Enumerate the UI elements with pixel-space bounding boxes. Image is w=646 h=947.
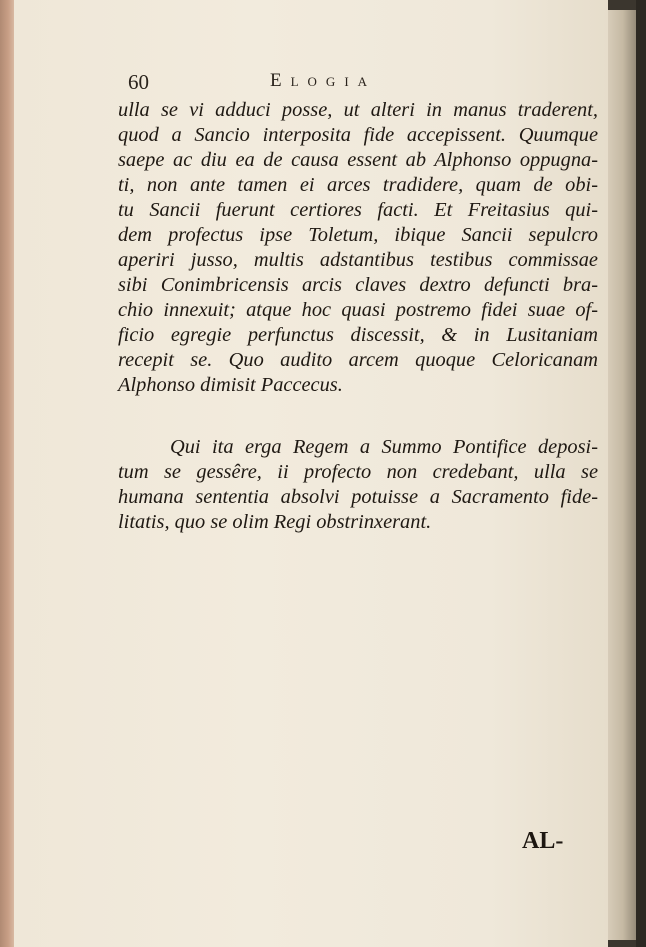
- body-text: [118, 98, 598, 535]
- facing-page-edge: [608, 10, 638, 940]
- paragraph-1: [118, 98, 598, 398]
- text-line: recepit se. Quo audito arcem quoque Celoricanam: [118, 349, 598, 371]
- running-head: Elogia: [270, 70, 377, 91]
- text-line: ficio egregie perfunctus discessit, & in Lusitaniam: [118, 324, 598, 346]
- text-line: ti, non ante tamen ei arces tradidere, quam de obi-: [118, 174, 598, 196]
- text-line: ulla se vi adduci posse, ut alteri in manus traderent,: [118, 99, 598, 121]
- text-line: chio innexuit; atque hoc quasi postremo fidei suae of-: [118, 299, 598, 321]
- text-line: saepe ac diu ea de causa essent ab Alphonso oppugna-: [118, 149, 598, 171]
- text-line: humana sententia absolvi potuisse a Sacramento fide-: [118, 486, 598, 508]
- paragraph-2: [118, 435, 598, 535]
- text-line: litatis, quo se olim Regi obstrinxerant.: [118, 511, 432, 533]
- text-line: sibi Conimbricensis arcis claves dextro defuncti bra-: [118, 274, 598, 296]
- text-line: tum se gessêre, ii profecto non credebant, ulla se: [118, 461, 598, 483]
- text-line: tu Sancii fuerunt certiores facti. Et Freitasius qui-: [118, 199, 598, 221]
- text-line: aperiri jusso, multis adstantibus testibus commissae: [118, 249, 598, 271]
- page-header: [128, 70, 598, 96]
- text-line: Qui ita erga Regem a Summo Pontifice deposi-: [170, 436, 598, 458]
- page-edge-left: [0, 0, 14, 947]
- text-line: dem profectus ipse Toletum, ibique Sancii sepulcro: [118, 224, 598, 246]
- text-line: quod a Sancio interposita fide accepissent. Quumque: [118, 124, 598, 146]
- page-number: 60: [128, 70, 149, 94]
- catchword: AL-: [522, 828, 564, 854]
- text-line: Alphonso dimisit Paccecus.: [118, 374, 343, 396]
- binding-shadow: [636, 0, 646, 947]
